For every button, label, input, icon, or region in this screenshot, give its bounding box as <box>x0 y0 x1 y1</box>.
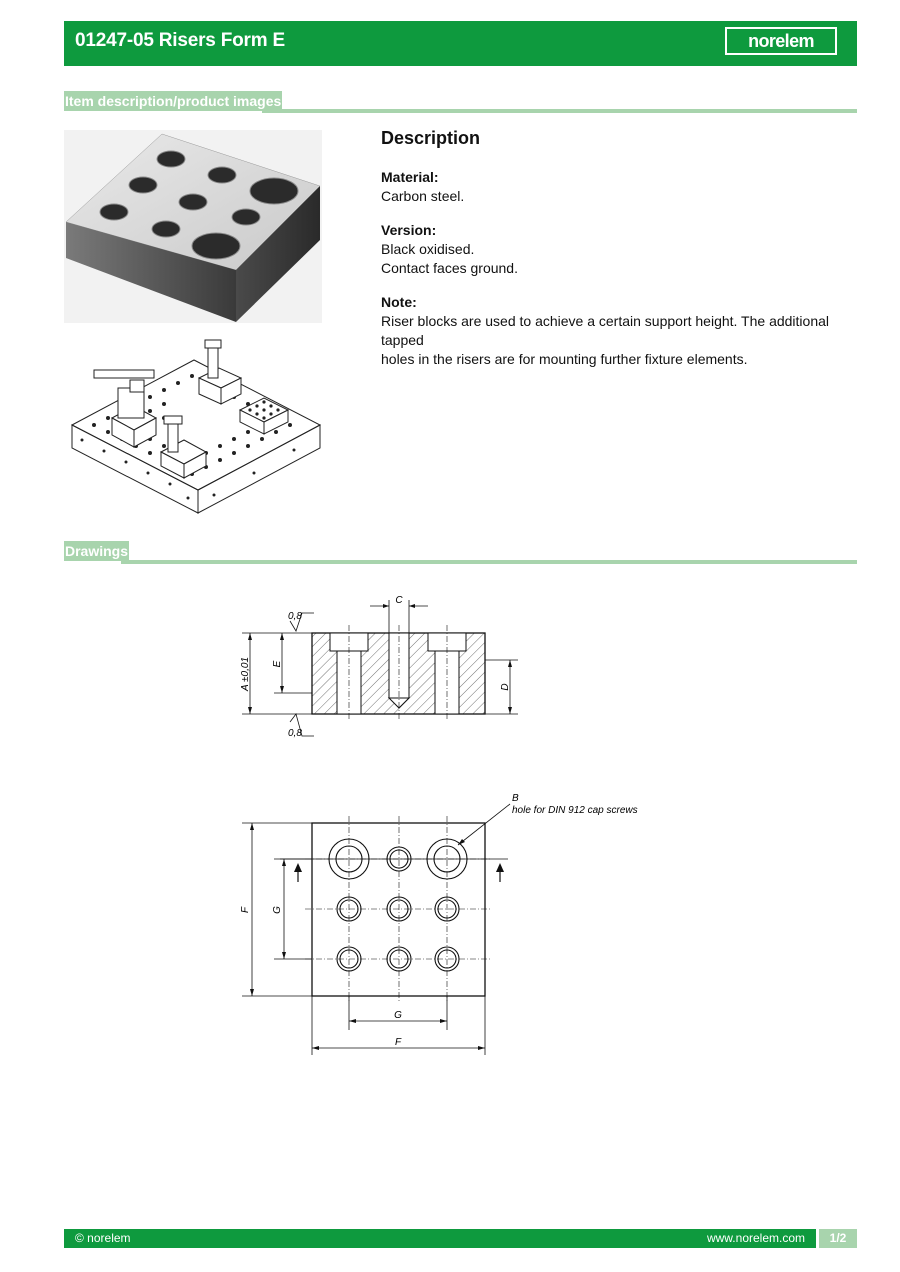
section-tab-drawings: Drawings <box>65 543 129 559</box>
material-label: Material: <box>381 169 439 185</box>
material-text: Carbon steel. <box>381 188 465 204</box>
page-number: 1/2 <box>819 1229 857 1248</box>
norelem-logo <box>725 27 837 55</box>
note-label: Note: <box>381 294 417 310</box>
roughness-top-label: 0,8 <box>288 611 302 622</box>
section-view-drawing <box>230 590 530 750</box>
dim-a-label: A ±0,01 <box>240 656 251 692</box>
dim-g-vertical-label: G <box>272 906 283 914</box>
riser-block-image <box>64 130 322 323</box>
roughness-bottom-label: 0,8 <box>288 728 302 739</box>
footer-website-link[interactable]: www.norelem.com <box>706 1231 805 1245</box>
version-line-1: Black oxidised. <box>381 241 475 257</box>
dim-b-label: B <box>512 793 519 804</box>
dim-f-vertical-label: F <box>240 906 251 914</box>
dim-d-label: D <box>500 683 511 691</box>
dim-e-label: E <box>272 660 283 668</box>
description-block <box>381 128 851 384</box>
fixture-assembly-image <box>64 330 322 522</box>
hole-note-label: hole for DIN 912 cap screws <box>512 805 638 816</box>
dim-f-horizontal-label: F <box>394 1037 402 1048</box>
page-title: 01247-05 Risers Form E <box>75 30 285 51</box>
footer-bar <box>64 1229 816 1248</box>
section-rule-item-description <box>262 109 857 113</box>
version-line-2: Contact faces ground. <box>381 260 518 276</box>
description-heading: Description <box>381 128 481 148</box>
note-line-1: Riser blocks are used to achieve a certain support height. The additional tapped <box>381 313 830 348</box>
note-line-2: holes in the risers are for mounting further fixture elements. <box>381 351 748 367</box>
header-bar <box>64 21 857 66</box>
section-tab-item-description: Item description/product images <box>65 93 282 109</box>
logo-text: norelem <box>748 30 814 51</box>
dim-g-horizontal-label: G <box>394 1010 402 1021</box>
dim-c-label: C <box>395 595 403 606</box>
section-rule-drawings <box>121 560 857 564</box>
footer-copyright: © norelem <box>75 1231 131 1245</box>
version-label: Version: <box>381 222 437 238</box>
top-view-drawing <box>230 790 650 1060</box>
